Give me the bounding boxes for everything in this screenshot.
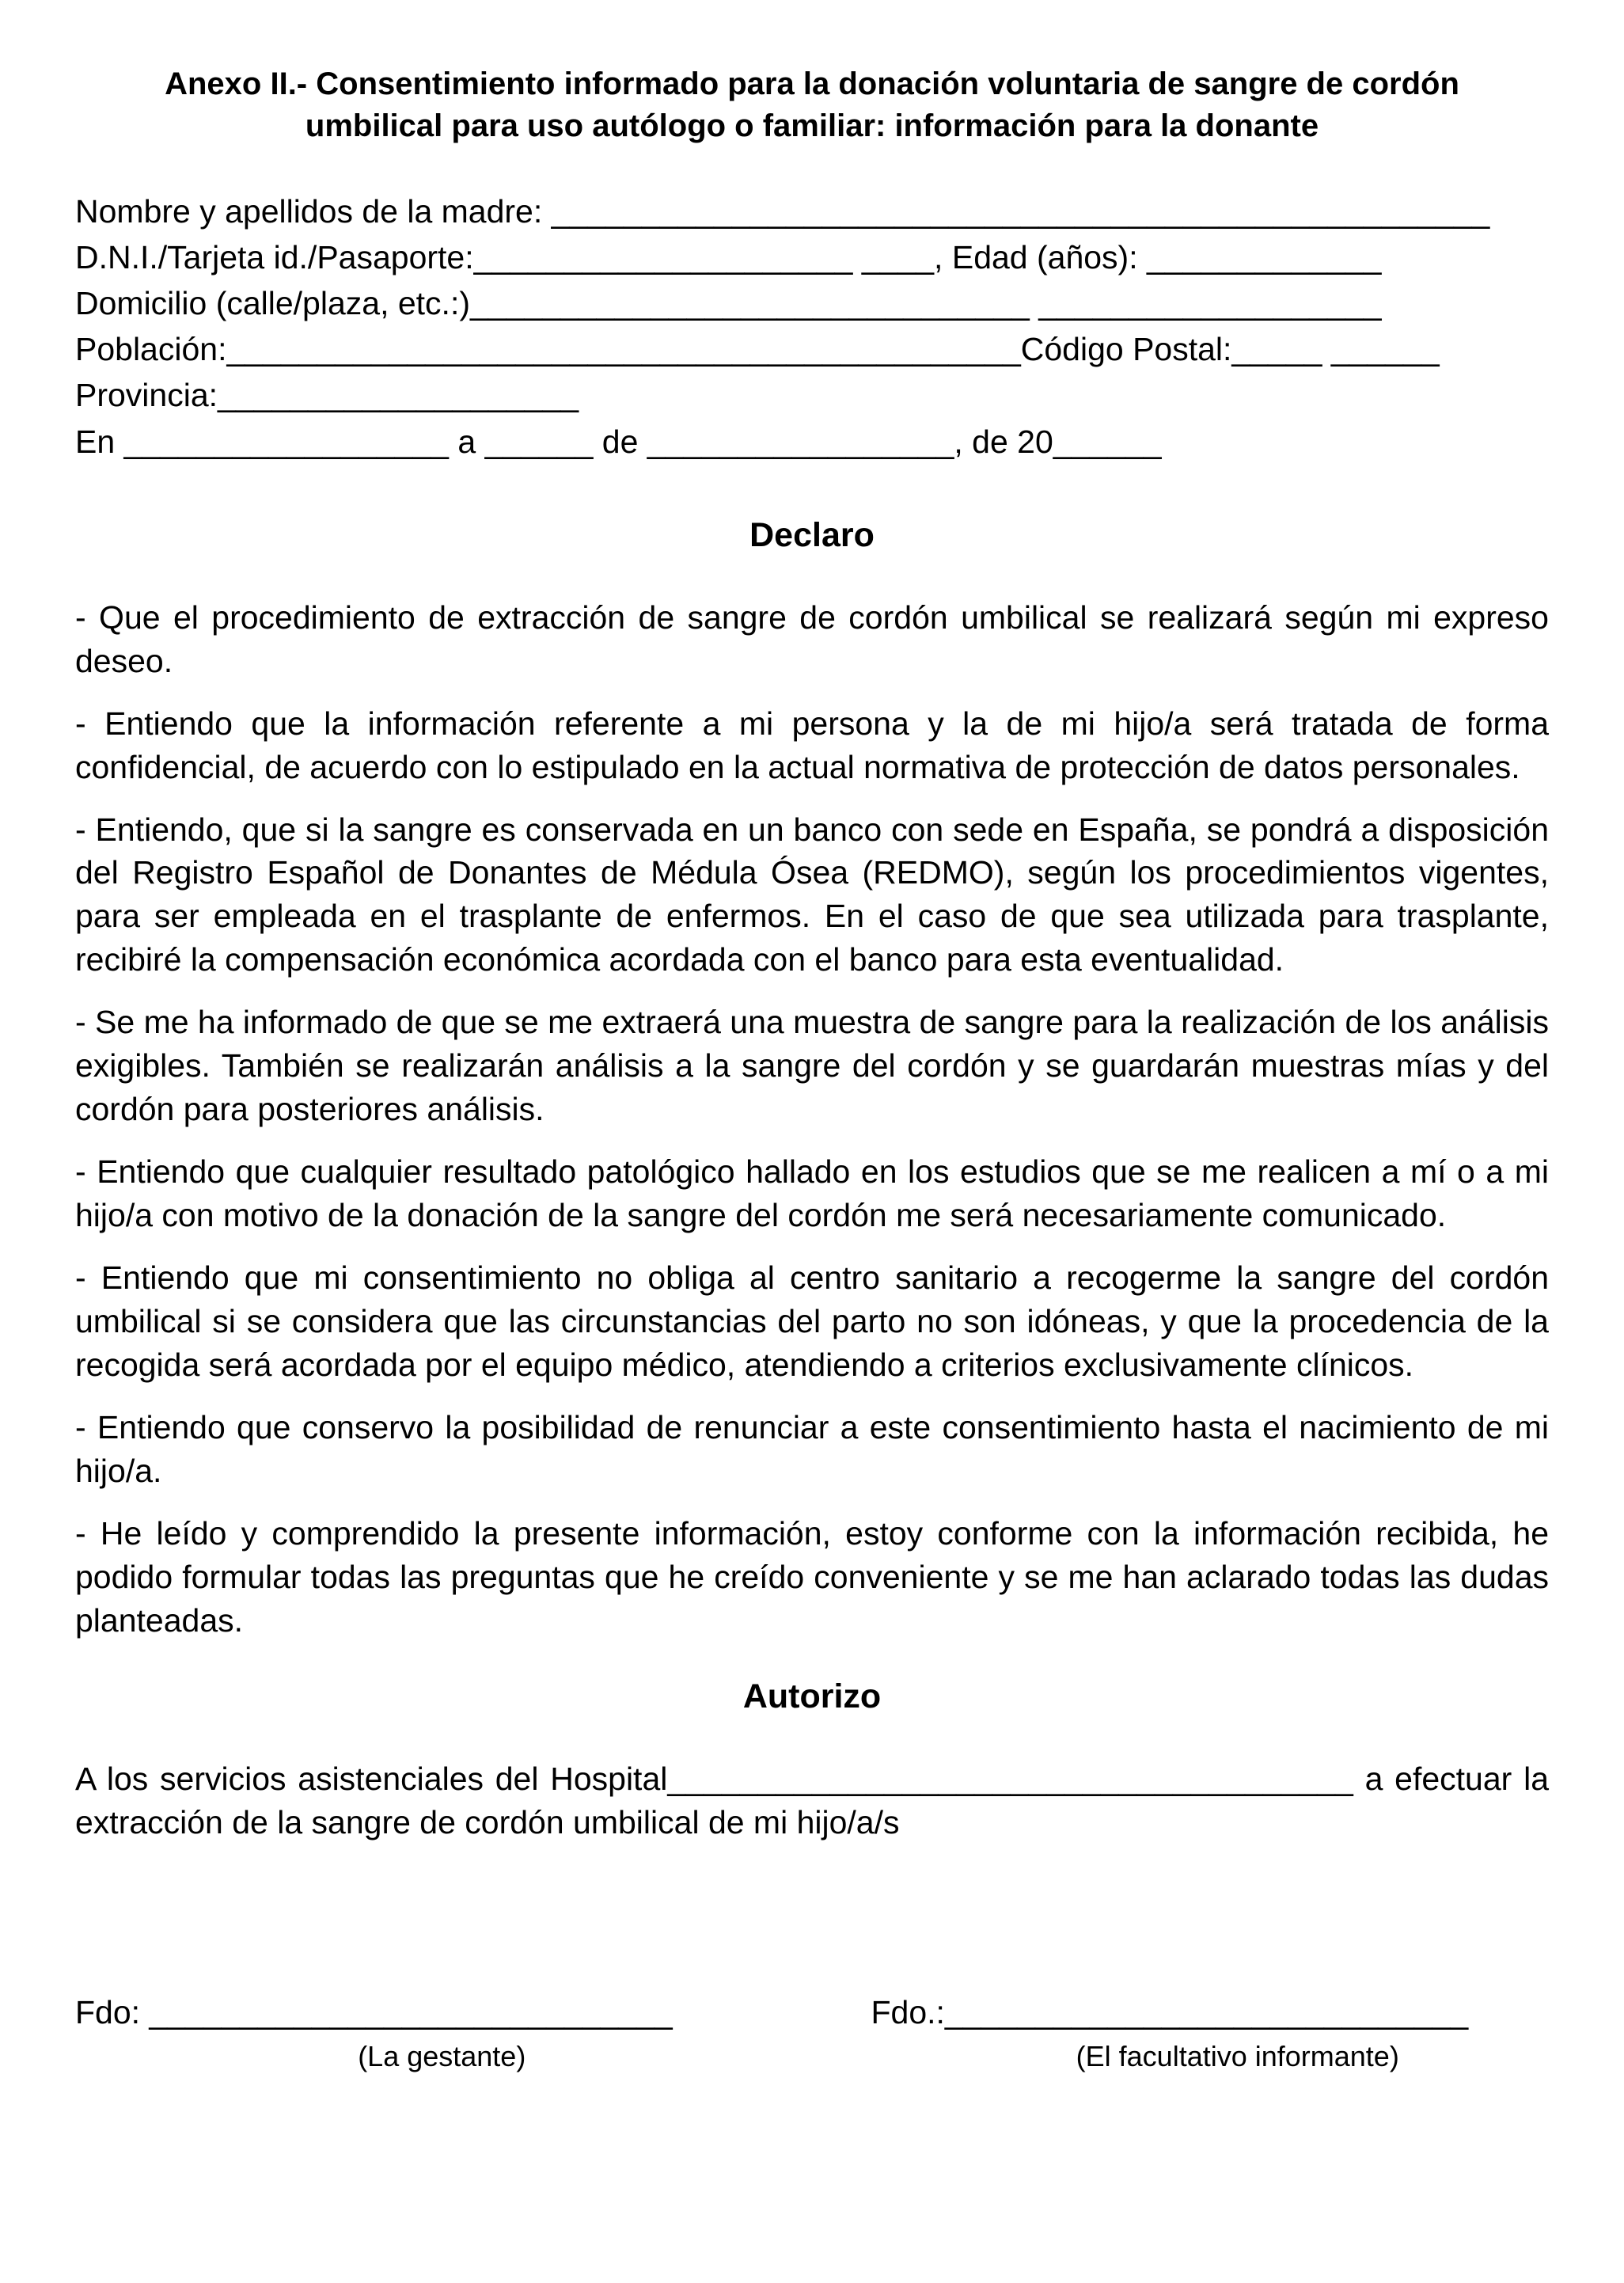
declaration-item: - He leído y comprendido la presente información, estoy conforme con la información recibida, he podido formular todas las preguntas que he creído conveniente y se me han aclarado todas las dudas planteadas. xyxy=(75,1514,1549,1639)
declaration-list xyxy=(75,596,1549,1643)
signature-caption-facultativo: (El facultativo informante) xyxy=(1076,2040,1399,2073)
field-place-date: En __________________ a ______ de _________________, de 20______ xyxy=(75,423,1162,460)
signature-caption-gestante: (La gestante) xyxy=(358,2040,526,2073)
declaration-item: - Entiendo que mi consentimiento no obliga al centro sanitario a recogerme la sangre del cordón umbilical si se considera que las circunstancias del parto no son idóneas, y que la procedencia de la recogida será acordada por el equipo médico, atendiendo a criterios exclusivamente clínicos. xyxy=(75,1259,1549,1383)
form-fields xyxy=(75,188,1549,465)
form-title-line2: umbilical para uso autólogo o familiar: información para la donante xyxy=(305,108,1319,143)
signature-block-facultativo xyxy=(871,1991,1549,2076)
signature-line-facultativo: Fdo.:_____________________________ xyxy=(871,1994,1469,2031)
declaration-item: - Que el procedimiento de extracción de sangre de cordón umbilical se realizará según mi expreso deseo. xyxy=(75,598,1549,679)
declaration-item: - Entiendo, que si la sangre es conservada en un banco con sede en España, se pondrá a disposición del Registro Español de Donantes de Médula Ósea (REDMO), según los procedimientos vigentes, para ser empleada en el trasplante de enfermos. En el caso de que sea utilizada para trasplante, recibiré la compensación económica acordada con el banco para esta eventualidad. xyxy=(75,811,1549,978)
form-title-line1: Anexo II.- Consentimiento informado para la donación voluntaria de sangre de cordón xyxy=(165,66,1459,101)
signature-area xyxy=(75,1991,1549,2076)
field-province: Provincia:____________________ xyxy=(75,377,579,414)
declaration-item: - Entiendo que la información referente a mi persona y la de mi hijo/a será tratada de forma confidencial, de acuerdo con lo estipulado en la actual normativa de protección de datos personales. xyxy=(75,705,1549,785)
autorizo-heading: Autorizo xyxy=(742,1677,882,1716)
field-address: Domicilio (calle/plaza, etc.:)_______________________________ ___________________ xyxy=(75,285,1382,322)
signature-block-gestante xyxy=(75,1991,753,2076)
signature-line-gestante: Fdo: _____________________________ xyxy=(75,1994,673,2031)
field-city-postal-code: Población:____________________________________________Código Postal:_____ ______ xyxy=(75,331,1440,368)
declaration-item: - Entiendo que cualquier resultado patológico hallado en los estudios que se me realicen a mí o a mi hijo/a con motivo de la donación de la sangre del cordón me será necesariamente comunicado. xyxy=(75,1153,1549,1234)
declaro-heading: Declaro xyxy=(749,515,875,554)
field-mother-name: Nombre y apellidos de la madre: ____________________________________________________ xyxy=(75,192,1490,230)
declaration-item: - Se me ha informado de que se me extraerá una muestra de sangre para la realización de los análisis exigibles. También se realizarán análisis a la sangre del cordón y se guardarán muestras mías y del cordón para posteriores análisis. xyxy=(75,1004,1549,1128)
authorization-text: A los servicios asistenciales del Hospital______________________________________ a efectuar la extracción de la sangre de cordón umbilical de mi hijo/a/s xyxy=(75,1761,1549,1841)
field-dni-age: D.N.I./Tarjeta id./Pasaporte:_____________________ ____, Edad (años): _____________ xyxy=(75,238,1382,275)
declaration-item: - Entiendo que conservo la posibilidad de renunciar a este consentimiento hasta el nacimiento de mi hijo/a. xyxy=(75,1408,1549,1489)
form-title xyxy=(75,63,1549,147)
